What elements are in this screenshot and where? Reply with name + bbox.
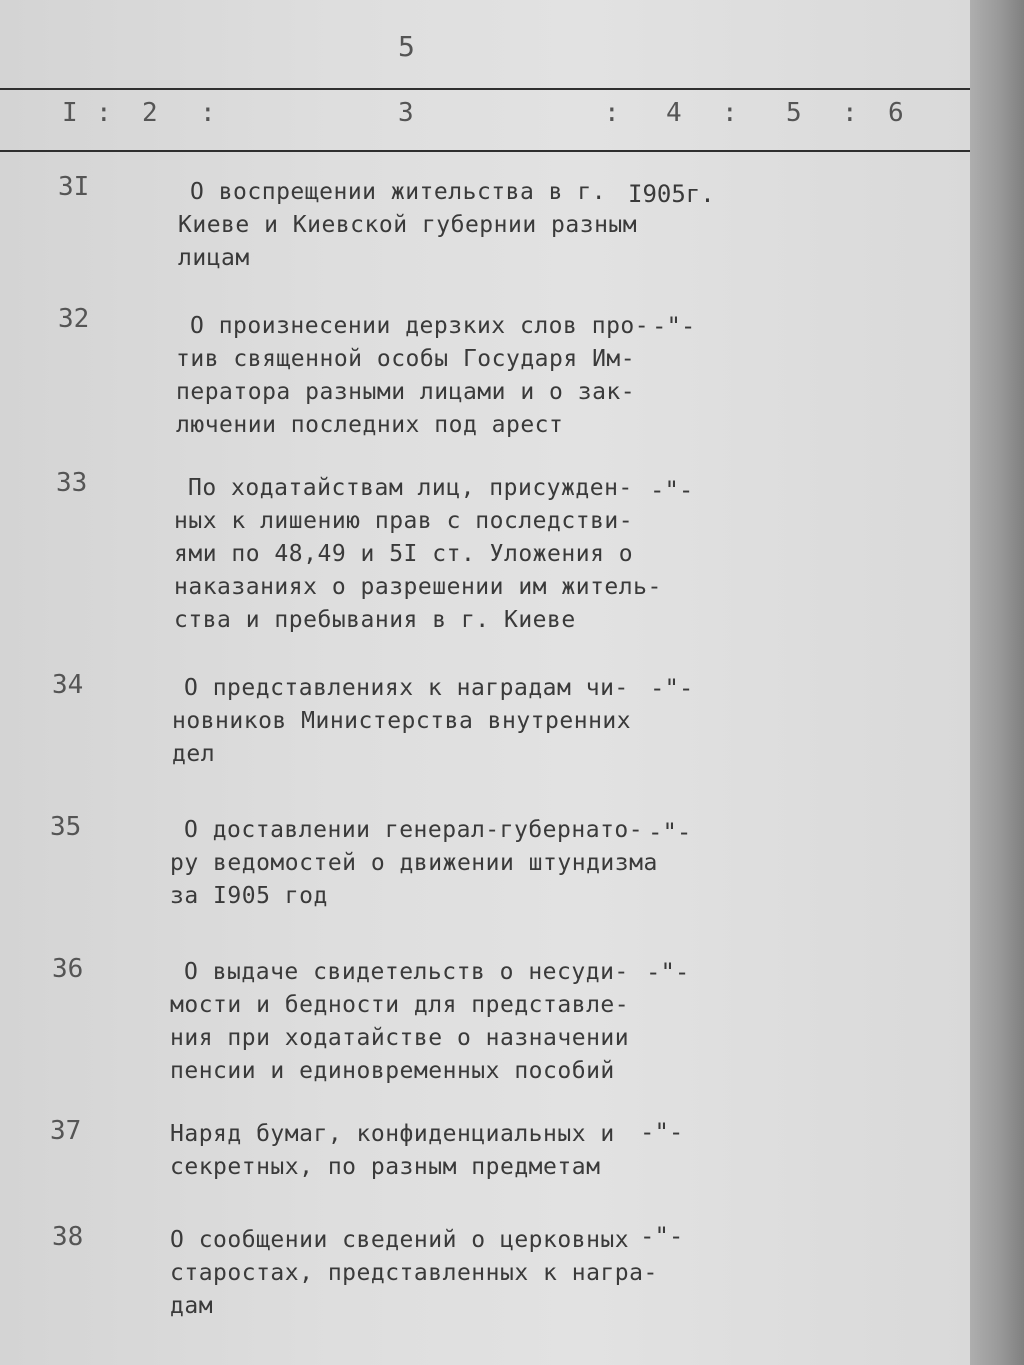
entry-title-line: Наряд бумаг, конфиденциальных и — [170, 1121, 615, 1147]
entry-title — [170, 1118, 615, 1184]
column-separator: : — [722, 98, 738, 128]
column-separator: : — [604, 98, 620, 128]
entry-title — [170, 814, 658, 913]
table-header-top-rule — [0, 88, 970, 90]
column-header-1: I — [62, 98, 78, 128]
entry-date: -"- — [650, 476, 694, 504]
entry-title-line: секретных, по разным предметам — [170, 1154, 601, 1180]
entry-title-line: ния при ходатайстве о назначении — [170, 1025, 630, 1051]
entry-title-line: О доставлении генерал-губернато- — [184, 817, 644, 843]
entry-title-line: О выдаче свидетельств о несуди- — [184, 959, 629, 985]
entry-number: 36 — [52, 954, 84, 984]
entry-title-line: пенсии и единовременных пособий — [170, 1058, 615, 1084]
entry-number: 3I — [58, 172, 90, 202]
entry-title-line: ру ведомостей о движении штундизма — [170, 850, 658, 876]
column-header-2: 2 — [142, 98, 158, 128]
column-separator: : — [96, 98, 112, 128]
entry-number: 37 — [50, 1116, 82, 1146]
entry-number: 35 — [50, 812, 82, 842]
column-separator: : — [200, 98, 216, 128]
entry-title-line: ства и пребывания в г. Киеве — [174, 607, 576, 633]
column-header-6: 6 — [888, 98, 904, 128]
table-header-bottom-rule — [0, 150, 970, 152]
entry-number: 38 — [52, 1222, 84, 1252]
entry-title-line: О воспрещении жительства в г. — [190, 179, 607, 205]
column-separator: : — [842, 98, 858, 128]
entry-title-line: мости и бедности для представле- — [170, 992, 630, 1018]
column-header-3: 3 — [398, 98, 414, 128]
entry-title-line: дам — [170, 1293, 214, 1319]
entry-title-line: лючении последних под арест — [176, 412, 564, 438]
entry-number: 34 — [52, 670, 84, 700]
entry-title-line: О произнесении дерзких слов про- — [190, 313, 650, 339]
entry-date: -"- — [652, 312, 696, 340]
entry-title-line: старостах, представленных к награ- — [170, 1260, 658, 1286]
entry-date: -"- — [648, 818, 692, 846]
entry-number: 33 — [56, 468, 88, 498]
entry-date: -"- — [646, 958, 690, 986]
entry-title — [172, 672, 631, 771]
entry-title-line: тив священной особы Государя Им- — [176, 346, 636, 372]
entry-title-line: наказаниях о разрешении им житель- — [174, 574, 662, 600]
entry-title-line: за I905 год — [170, 883, 328, 909]
entry-title-line: Киеве и Киевской губернии разным — [178, 212, 638, 238]
entry-number: 32 — [58, 304, 90, 334]
column-header-5: 5 — [786, 98, 802, 128]
entry-title-line: О сообщении сведений о церковных — [170, 1227, 630, 1253]
entry-title-line: По ходатайствам лиц, присужден- — [188, 475, 633, 501]
entry-title-line: О представлениях к наградам чи- — [184, 675, 629, 701]
entry-date: I905г. — [628, 180, 715, 208]
entry-title-line: ями по 48,49 и 5I ст. Уложения о — [174, 541, 634, 567]
entry-title — [176, 310, 649, 442]
entry-title-line: дел — [172, 741, 216, 767]
entry-title — [178, 176, 637, 275]
entry-date: -"- — [650, 674, 694, 702]
entry-title-line: ных к лишению прав с последстви- — [174, 508, 634, 534]
entry-title — [174, 472, 662, 637]
page-number: 5 — [398, 30, 415, 63]
entry-title-line: новников Министерства внутренних — [172, 708, 632, 734]
entry-date: -"- — [640, 1222, 684, 1250]
entry-title — [170, 1224, 658, 1323]
entry-title-line: лицам — [178, 245, 250, 271]
column-header-4: 4 — [666, 98, 682, 128]
entry-date: -"- — [640, 1118, 684, 1146]
entry-title — [170, 956, 629, 1088]
entry-title-line: ператора разными лицами и о зак- — [176, 379, 636, 405]
